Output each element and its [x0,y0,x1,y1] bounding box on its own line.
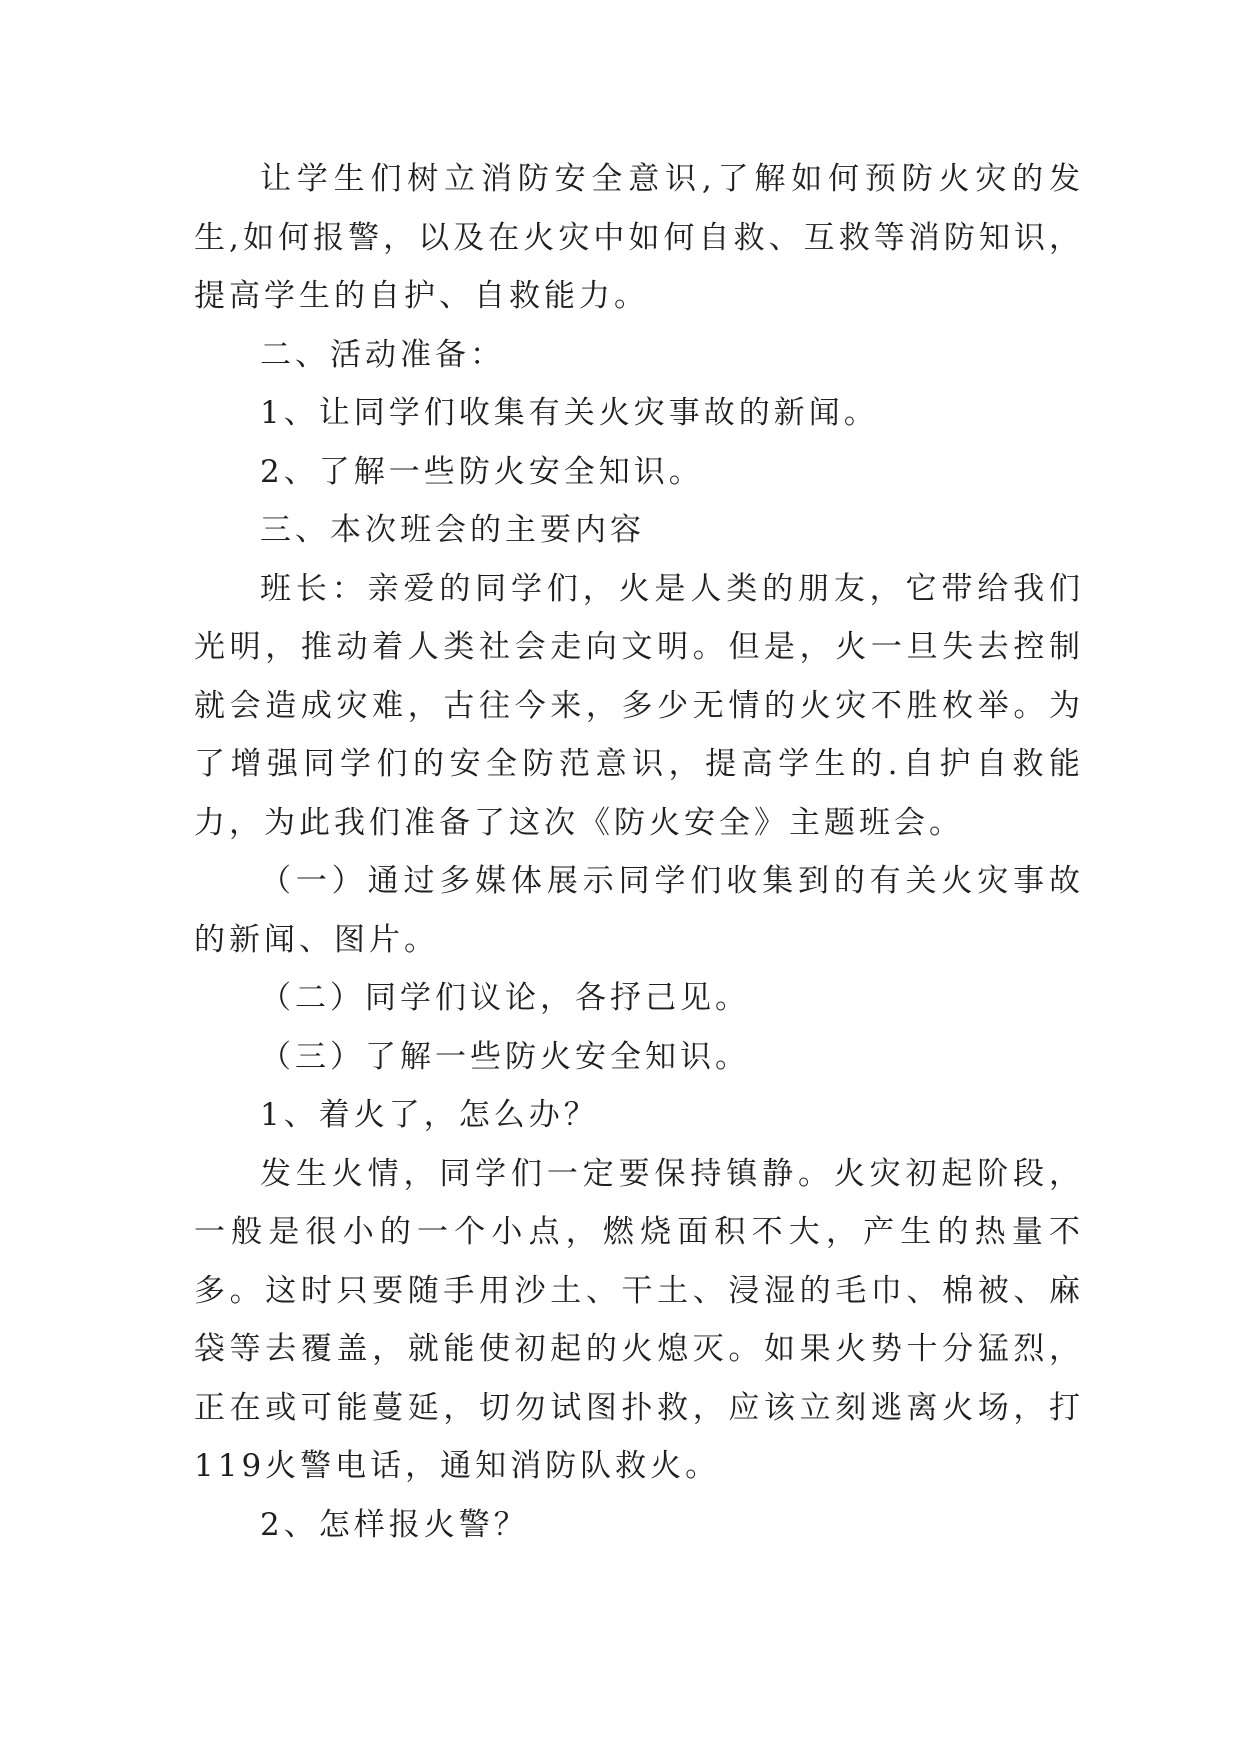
section-item-2: （二）同学们议论，各抒己见。 [260,980,750,1016]
list-item-prep-1: 1、让同学们收集有关火灾事故的新闻。 [260,395,879,431]
list-item-prep-2: 2、了解一些防火安全知识。 [260,453,704,490]
paragraph-monitor-speech: 班长：亲爱的同学们，火是人类的朋友，它带给我们光明，推动着人类社会走向文明。但是，火一旦失去控制就会造成灾难，古往今来，多少无情的火灾不胜枚举。为了增强同学们的安全防范意识，提高学生的.自护自救能力，为此我们准备了这次《防火安全》主题班会。 [194,570,1084,841]
paragraph-objective: 让学生们树立消防安全意识,了解如何预防火灾的发生,如何报警，以及在火灾中如何自救、互救等消防知识，提高学生的自护、自救能力。 [194,161,1084,314]
section-item-1: （一）通过多媒体展示同学们收集到的有关火灾事故的新闻、图片。 [194,863,1084,958]
heading-main-content: 三、本次班会的主要内容 [260,512,645,548]
paragraph-fire-response: 发生火情，同学们一定要保持镇静。火灾初起阶段，一般是很小的一个小点，燃烧面积不大，产生的热量不多。这时只要随手用沙土、干土、浸湿的毛巾、棉被、麻袋等去覆盖，就能使初起的火熄灭。如果火势十分猛烈，正在或可能蔓延，切勿试图扑救，应该立刻逃离火场，打119火警电话，通知消防队救火。 [194,1155,1084,1484]
question-1: 1、着火了，怎么办？ [260,1097,599,1133]
section-item-3: （三）了解一些防火安全知识。 [260,1038,750,1075]
document-body [194,150,1084,1554]
question-2: 2、怎样报火警？ [260,1506,529,1543]
heading-preparation: 二、活动准备： [260,336,505,373]
